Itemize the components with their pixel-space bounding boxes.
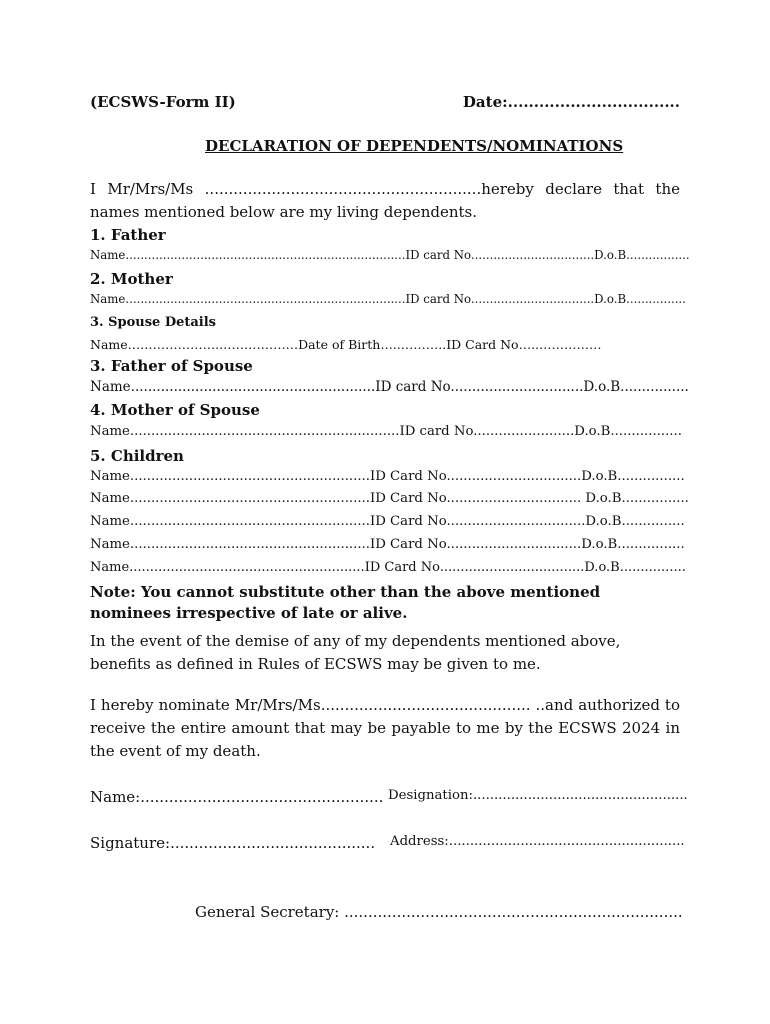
child-details-line: Name.........................................................ID Card No................................ D.o.B................: [90, 491, 689, 506]
nomination-paragraph: I hereby nominate Mr/Mrs/Ms............................................ ..and authorized to receive the entire amount that may be payable to me by the ECSWS 2024 in the event of my death.: [90, 696, 680, 760]
child-details-line: Name.........................................................ID Card No.................................D.o.B...............: [90, 514, 685, 529]
child-details-line: Name.........................................................ID Card No................................D.o.B................: [90, 537, 685, 552]
form-title: DECLARATION OF DEPENDENTS/NOMINATIONS: [205, 137, 624, 155]
children-heading: 5. Children: [90, 447, 184, 465]
father-of-spouse-details-line: Name.........................................................ID card No...............................D.o.B................: [90, 379, 689, 395]
form-label: (ECSWS-Form II): [90, 93, 236, 111]
form-header: [90, 93, 680, 111]
intro-paragraph: I Mr/Mrs/Ms ..........................................................hereby declare that the names mentioned below are my living dependents.: [90, 180, 680, 221]
mother-of-spouse-heading: 4. Mother of Spouse: [90, 401, 260, 419]
address-field: Address:........................................................: [390, 834, 685, 849]
mother-of-spouse-details-line: Name................................................................ID card No........................D.o.B.................: [90, 424, 682, 439]
designation-field: Designation:...................................................: [388, 788, 688, 803]
demise-paragraph: In the event of the demise of any of my dependents mentioned above, benefits as defined in Rules of ECSWS may be given to me.: [90, 632, 621, 673]
name-signature-field: Name:...................................................: [90, 788, 384, 806]
father-of-spouse-heading: 3. Father of Spouse: [90, 357, 253, 375]
child-details-line: Name.........................................................ID Card No................................D.o.B................: [90, 469, 685, 484]
signature-field: Signature:...........................................: [90, 834, 376, 852]
substitution-note: Note: You cannot substitute other than the above mentioned nominees irrespective of late or alive.: [90, 583, 601, 622]
father-details-line: Name...........................................................................ID card No.................................D.o.B.................: [90, 248, 690, 262]
general-secretary-field: General Secretary: .......................................................................: [195, 903, 683, 921]
father-heading: 1. Father: [90, 226, 166, 244]
child-details-line: Name.........................................................ID Card No...................................D.o.B................: [90, 560, 686, 575]
spouse-details-line: Name…………………..………………Date of Birth…..………..ID Card No…..……………: [90, 337, 602, 352]
spouse-heading: 3. Spouse Details: [90, 315, 216, 330]
mother-details-line: Name...........................................................................ID card No.................................D.o.B................: [90, 292, 686, 306]
date-field: Date:.................................: [462, 93, 680, 111]
mother-heading: 2. Mother: [90, 270, 173, 288]
